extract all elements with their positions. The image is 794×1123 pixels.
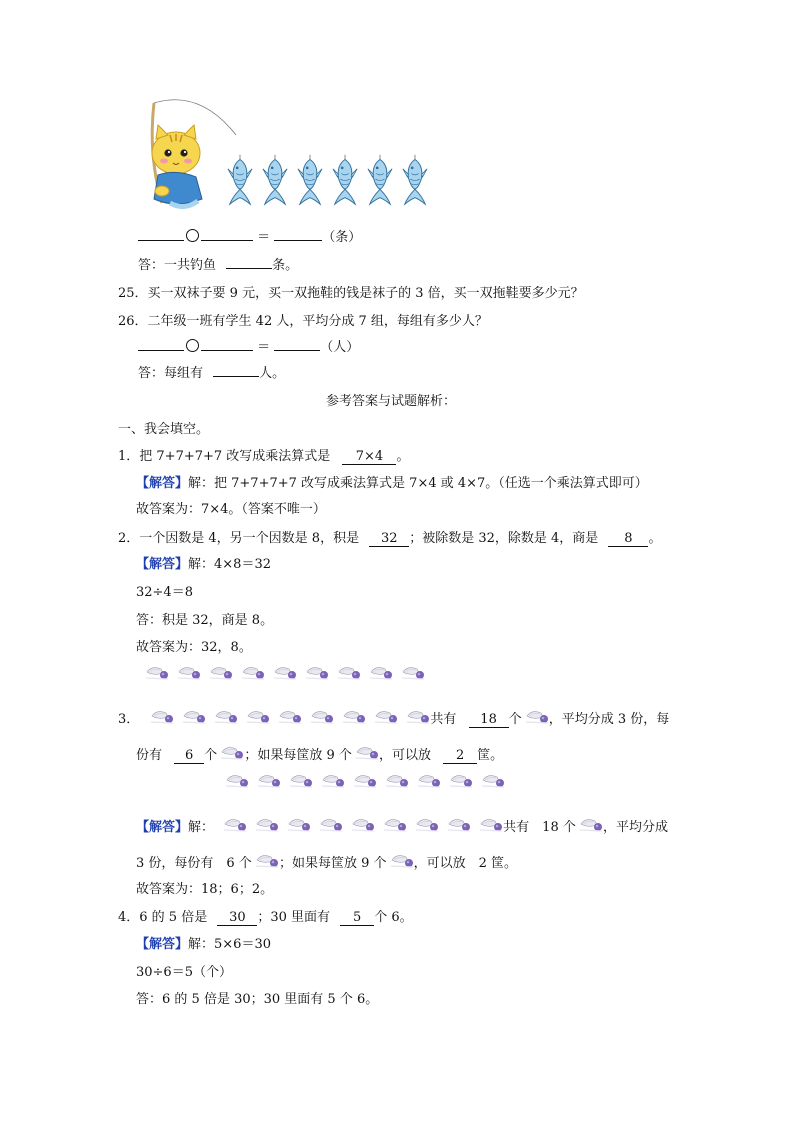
filled-blank: 7×4	[342, 450, 396, 465]
shuttlecock-icon	[215, 708, 238, 726]
shuttlecock-icon	[352, 816, 375, 834]
shuttlecock-icon	[416, 816, 439, 834]
shuttlecock-icon	[183, 708, 206, 726]
answer-blank[interactable]	[201, 350, 253, 351]
shuttlecock-icon	[288, 816, 311, 834]
answer-4-line2: 30÷6＝5（个）	[136, 965, 232, 980]
shuttlecock-icon	[354, 772, 377, 790]
question-26: 26．二年级一班有学生 42 人，平均分成 7 组，每组有多少人？	[118, 314, 488, 329]
equals-sign: ＝	[257, 230, 271, 245]
answer-blank[interactable]	[226, 268, 272, 269]
part-one-title: 一、我会填空。	[118, 422, 210, 437]
answer-2-line3: 答：积是 32，商是 8。	[136, 613, 274, 628]
filled-blank: 30	[217, 911, 257, 926]
shuttlecock-icon	[146, 664, 169, 682]
solution-tag: 【解答】	[136, 820, 189, 835]
shuttlecock-row	[151, 708, 430, 726]
shuttlecock-icon	[226, 772, 249, 790]
answer-2-solution: 【解答】解：4×8＝32	[136, 557, 271, 572]
answer-4-question: 4．6 的 5 倍是 30 ；30 里面有 5 个 6。	[118, 910, 413, 925]
answers-section-title: 参考答案与试题解析：	[326, 394, 457, 409]
answer-4-line3: 答：6 的 5 倍是 30；30 里面有 5 个 6。	[136, 992, 379, 1007]
filled-blank: 32	[369, 532, 409, 547]
q24-equation	[138, 226, 361, 245]
shuttlecock-icon	[407, 708, 430, 726]
solution-tag: 【解答】	[136, 476, 189, 491]
shuttlecock-icon	[242, 664, 265, 682]
shuttlecock-icon	[247, 708, 270, 726]
shuttlecock-icon	[386, 772, 409, 790]
shuttlecock-icon	[311, 708, 334, 726]
answer-3-question-line2: 份有 6 个 ；如果每筐放 9 个 ，可以放 2 筐。	[136, 744, 503, 764]
answer-4-solution: 【解答】解：5×6＝30	[136, 937, 271, 952]
answer-1-final: 故答案为：7×4。（答案不唯一）	[136, 502, 326, 517]
shuttlecock-icon	[178, 664, 201, 682]
fish-icon	[296, 153, 324, 207]
filled-blank: 8	[608, 532, 648, 547]
answer-3-final: 故答案为：18；6；2。	[136, 882, 274, 897]
shuttlecock-row	[224, 816, 503, 834]
answer-blank[interactable]	[138, 240, 184, 241]
fish-icon	[401, 153, 429, 207]
filled-blank: 6	[174, 749, 204, 764]
shuttlecock-row	[226, 772, 505, 790]
shuttlecock-icon	[290, 772, 313, 790]
shuttlecock-icon	[320, 816, 343, 834]
answer-blank[interactable]	[274, 240, 322, 241]
filled-blank: 5	[340, 911, 374, 926]
shuttlecock-icon	[322, 772, 345, 790]
answer-blank[interactable]	[201, 240, 253, 241]
solution-tag: 【解答】	[136, 557, 189, 572]
filled-blank: 18	[469, 713, 509, 728]
answer-3-solution: 【解答】解： 共有 18 个 ，平均分成	[136, 816, 668, 835]
q26-answer: 答：每组有 人。	[138, 366, 286, 381]
shuttlecock-icon	[375, 708, 398, 726]
filled-blank: 2	[443, 749, 477, 764]
shuttlecock-icon	[402, 664, 425, 682]
shuttlecock-icon	[450, 772, 473, 790]
shuttlecock-icon	[221, 744, 244, 762]
shuttlecock-icon	[343, 708, 366, 726]
answer-2-question: 2．一个因数是 4，另一个因数是 8，积是 32 ；被除数是 32，除数是 4，商是 8 。	[118, 531, 662, 546]
shuttlecock-icon	[224, 816, 247, 834]
unit-label: （人）	[320, 340, 360, 355]
shuttlecock-icon	[151, 708, 174, 726]
answer-2-line2: 32÷4＝8	[136, 585, 193, 600]
equals-sign: ＝	[257, 340, 271, 355]
shuttlecock-icon	[482, 772, 505, 790]
shuttlecock-icon	[356, 744, 379, 762]
answer-3-solution-line2: 3 份，每份有 6 个 ；如果每筐放 9 个 ，可以放 2 筐。	[136, 852, 517, 871]
operator-circle[interactable]	[186, 339, 199, 352]
unit-label: （条）	[322, 230, 362, 245]
answer-1-solution: 【解答】解：把 7+7+7+7 改写成乘法算式是 7×4 或 4×7。（任选一个乘法算式即可）	[136, 476, 648, 491]
shuttlecock-icon	[256, 852, 279, 870]
shuttlecock-icon	[418, 772, 441, 790]
answer-blank[interactable]	[138, 350, 184, 351]
shuttlecock-icon	[580, 816, 603, 834]
solution-tag: 【解答】	[136, 937, 189, 952]
q26-equation	[138, 336, 359, 355]
answer-blank[interactable]	[213, 376, 259, 377]
shuttlecock-icon	[210, 664, 233, 682]
shuttlecock-icon	[306, 664, 329, 682]
fish-icon	[261, 153, 289, 207]
answer-2-final: 故答案为：32，8。	[136, 640, 252, 655]
shuttlecock-icon	[448, 816, 471, 834]
shuttlecock-icon	[256, 816, 279, 834]
operator-circle[interactable]	[186, 229, 199, 242]
q24-answer: 答：一共钓鱼 条。	[138, 258, 299, 273]
answer-3-question: 3． 共有 18 个 ，平均分成 3 份，每	[118, 708, 669, 728]
shuttlecock-icon	[258, 772, 281, 790]
shuttlecock-row	[146, 664, 425, 682]
shuttlecock-icon	[480, 816, 503, 834]
fish-icon	[331, 153, 359, 207]
shuttlecock-icon	[274, 664, 297, 682]
question-25: 25．买一双袜子要 9 元，买一双拖鞋的钱是袜子的 3 倍，买一双拖鞋要多少元？	[118, 286, 584, 301]
shuttlecock-icon	[391, 852, 414, 870]
shuttlecock-icon	[370, 664, 393, 682]
shuttlecock-icon	[384, 816, 407, 834]
shuttlecock-icon	[526, 708, 549, 726]
fishing-illustration	[140, 95, 440, 213]
answer-blank[interactable]	[274, 350, 320, 351]
shuttlecock-icon	[279, 708, 302, 726]
fish-icon	[366, 153, 394, 207]
answer-1-question: 1．把 7+7+7+7 改写成乘法算式是 7×4 。	[118, 449, 410, 464]
fish-icon	[226, 153, 254, 207]
shuttlecock-icon	[338, 664, 361, 682]
